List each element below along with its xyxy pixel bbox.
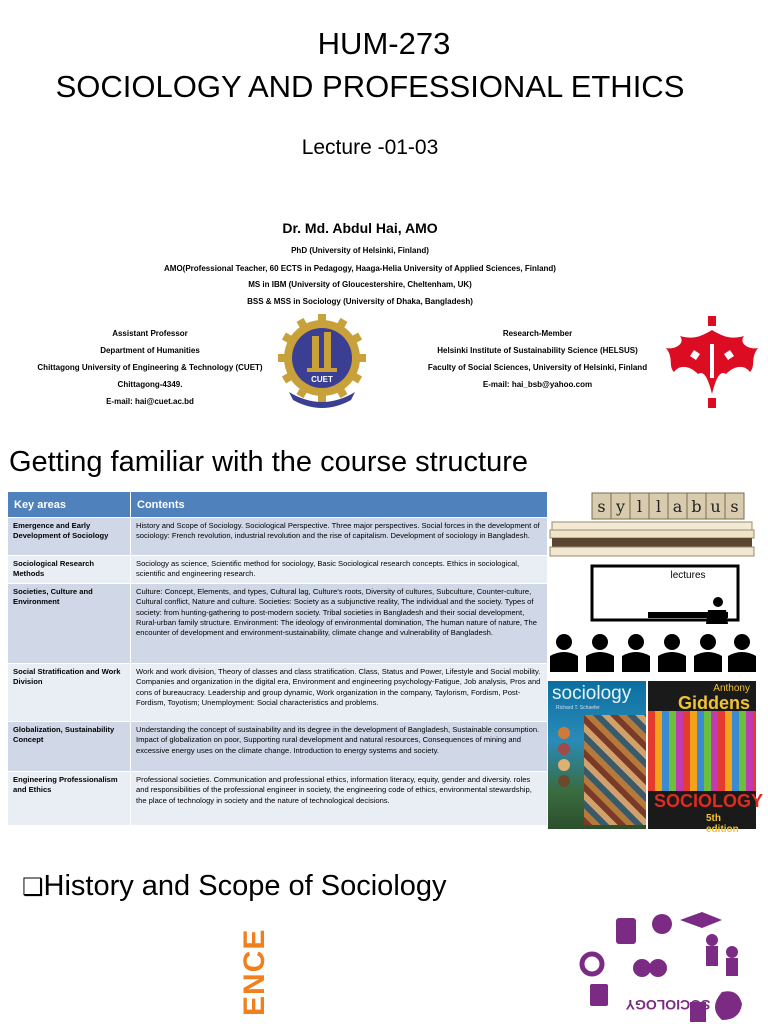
syllabus-letter: b bbox=[691, 497, 702, 516]
course-title: SOCIOLOGY AND PROFESSIONAL ETHICS bbox=[55, 69, 685, 104]
aff-right-line: Research-Member bbox=[502, 329, 573, 338]
table-row bbox=[8, 518, 548, 556]
table-row bbox=[8, 721, 548, 771]
degree-ms: MS in IBM (University of Gloucestershire, Cheltenham, UK) bbox=[248, 280, 472, 289]
affiliation-left bbox=[10, 325, 290, 410]
book1-circle-photo bbox=[558, 759, 570, 771]
book1-author: Richard T. Schaefer bbox=[556, 705, 600, 711]
aff-right-line: E-mail: hai_bsb@yahoo.com bbox=[482, 380, 593, 389]
science-word-text: ENCE bbox=[238, 928, 271, 1016]
table-cell-area: Social Stratification and Work Division bbox=[8, 663, 131, 721]
lectures-pictogram bbox=[548, 564, 756, 674]
column-header-contents: Contents bbox=[131, 492, 548, 518]
course-code: HUM-273 bbox=[317, 26, 451, 61]
table-cell-contents: Culture: Concept, Elements, and types, Cultural lag, Culture's roots, Diversity of cultures, Subculture, Counter-culture, Cultural conflict, Nature and culture. Societies: Society as a subjunctive reality, The individual and the society. Types of society: from hunting-gathering to post-modern society. Tribal societies in Bangladesh and their social development, Rural-urban family structure. Environment: The ideology of environmental domination, The human nature of nature, The encounter of development and environment-sustainability, climate change and vulnerability of Bangladesh. bbox=[131, 583, 548, 663]
cuet-logo-text: CUET bbox=[311, 375, 333, 384]
aff-left-line: Chittagong University of Engineering & Technology (CUET) bbox=[37, 363, 263, 372]
aff-left-line: E-mail: hai@cuet.ac.bd bbox=[106, 397, 194, 406]
book2-edition: 5th edition bbox=[706, 813, 739, 835]
table-cell-area: Societies, Culture and Environment bbox=[8, 583, 131, 663]
aff-right-line: Helsinki Institute of Sustainability Science (HELSUS) bbox=[437, 346, 638, 355]
book2-figures-art bbox=[648, 711, 756, 791]
table-cell-contents: Work and work division, Theory of classes and class stratification. Class, Status and Power, Lifestyle and Social mobility. Companies and organization in the digital era, Environment and engineering psychology-Fatigue, Job analysis, Pros and cons of bureaucracy. Leadership and group dynamic, Work organization in the company, Taylorism, Fordism, Post-Fordism, Toyotism; Unemployment: Social characteristics and problems. bbox=[131, 663, 548, 721]
degree-phd: PhD (University of Helsinki, Finland) bbox=[291, 246, 429, 255]
table-row bbox=[8, 771, 548, 825]
degree-amo: AMO(Professional Teacher, 60 ECTS in Pedagogy, Haaga-Helia University of Applied Sciences, Finland) bbox=[164, 264, 556, 273]
syllabus-letter: y bbox=[615, 497, 626, 516]
aff-left-line: Department of Humanities bbox=[100, 346, 200, 355]
lectures-label: lectures bbox=[670, 570, 706, 581]
checkbox-bullet-icon: ❑ bbox=[22, 873, 44, 901]
book-cover-sociology-giddens bbox=[648, 681, 764, 835]
table-header-row bbox=[8, 492, 548, 518]
table-cell-contents: Understanding the concept of sustainability and its degree in the development of Bangladesh, Sustainable consumption. Impact of globalization on poor, Supporting rural development and natural resources, Consequences of mining and excessive energy uses on the climate change. Introduction to energy systems and society. bbox=[131, 721, 548, 771]
table-cell-contents: History and Scope of Sociology. Sociological Perspective. Three major perspectives. Social forces in the development of sociology: French revolution, industrial revolution and the rise of capitalism. Development of sociology in Bangladesh. bbox=[131, 518, 548, 556]
section-heading-text: History and Scope of Sociology bbox=[43, 870, 447, 902]
book1-circle-photo bbox=[558, 743, 570, 755]
table-cell-area: Emergence and Early Development of Sociology bbox=[8, 518, 131, 556]
section-heading-history-scope bbox=[22, 868, 447, 905]
affiliation-right bbox=[400, 325, 675, 393]
book1-circle-photo bbox=[558, 775, 570, 787]
book2-title: SOCIOLOGY bbox=[654, 791, 764, 811]
syllabus-letter: l bbox=[636, 497, 643, 516]
course-structure-table bbox=[8, 492, 548, 825]
book-cover-sociology-schaefer bbox=[548, 681, 646, 829]
lecture-label: Lecture -01-03 bbox=[301, 136, 439, 159]
table-cell-contents: Sociology as science, Scientific method for sociology, Basic Sociological research concepts. Ethics in sociological, scientific and engineering research. bbox=[131, 556, 548, 584]
section-heading-course-structure: Getting familiar with the course structure bbox=[9, 446, 528, 478]
cuet-logo bbox=[281, 312, 363, 410]
syllabus-letter: u bbox=[710, 497, 721, 516]
aff-left-line: Chittagong-4349. bbox=[117, 380, 183, 389]
syllabus-letter: l bbox=[655, 497, 662, 516]
helsinki-university-logo bbox=[664, 314, 760, 410]
column-header-key-areas: Key areas bbox=[8, 492, 131, 518]
table-row bbox=[8, 663, 548, 721]
book2-author-last: Giddens bbox=[677, 693, 750, 713]
aff-right-line: Faculty of Social Sciences, University of Helsinki, Finland bbox=[427, 363, 648, 372]
table-cell-area: Sociological Research Methods bbox=[8, 556, 131, 584]
table-row bbox=[8, 583, 548, 663]
table-cell-area: Engineering Professionalism and Ethics bbox=[8, 771, 131, 825]
degree-bss: BSS & MSS in Sociology (University of Dhaka, Bangladesh) bbox=[247, 297, 473, 306]
science-word-art bbox=[236, 920, 276, 1024]
sociology-icons-circle bbox=[572, 908, 752, 1024]
book2-author-first: Anthony bbox=[713, 683, 750, 694]
book1-photo-collage bbox=[584, 715, 646, 825]
syllabus-letter: s bbox=[730, 497, 739, 516]
syllabus-image bbox=[548, 490, 756, 560]
syllabus-letter: s bbox=[597, 497, 606, 516]
sociology-circle-text: SOCIOLOGY bbox=[625, 997, 711, 1013]
table-cell-contents: Professional societies. Communication and professional ethics, information literacy, equity, gender and diversity. roles and responsibilities of the professional engineer in society, the engineering code of ethics, environmental stewardship, the place of technology in society and the nature of technological decisions. bbox=[131, 771, 548, 825]
author-name: Dr. Md. Abdul Hai, AMO bbox=[282, 220, 438, 236]
syllabus-letter: a bbox=[672, 497, 683, 516]
table-row bbox=[8, 556, 548, 584]
book1-circle-photo bbox=[558, 727, 570, 739]
table-cell-area: Globalization, Sustainability Concept bbox=[8, 721, 131, 771]
book1-title: sociology bbox=[552, 683, 632, 704]
aff-left-line: Assistant Professor bbox=[112, 329, 188, 338]
